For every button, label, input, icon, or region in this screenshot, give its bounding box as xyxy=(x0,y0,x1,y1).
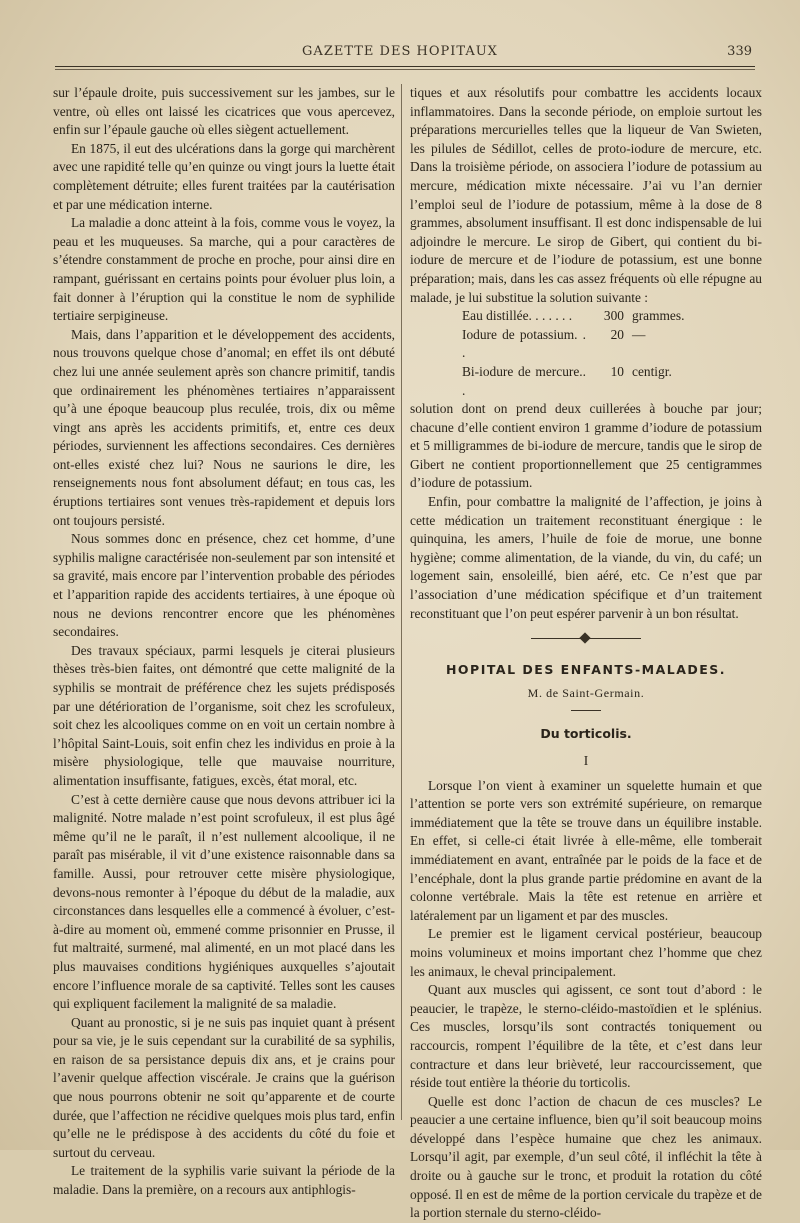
paragraph: Mais, dans l’apparition et le développement des accidents, nous trouvons quelque chose d’anomal; en effet ils ont débuté chez lui une année seulement après son chancre primitif, tandis que ordinairement les phénomènes tertiaires n’apparaissent qu’à une époque beaucoup plus reculée, trois, dix ou même vingt ans après les accidents primitifs, et, entre ces deux périodes, surviennent les affections secondaires. Ces dernières ont-elles existé chez lui? Nous ne saurions le dire, les renseignements nous font absolument défaut; en tous cas, les éruptions tertiaires sont venues très-rapidement et depuis lors ont toujours persisté. xyxy=(53,326,395,528)
ingredient-name: Iodure de potassium. . . xyxy=(462,326,586,361)
page-number: 339 xyxy=(727,44,752,59)
left-column xyxy=(53,84,395,1200)
paragraph: tiques et aux résolutifs pour combattre les accidents locaux inflammatoires. Dans la seconde période, on emploie surtout les préparations mercurielles telles que la liqueur de Van Swieten, les pilules de Sédillot, celles de proto-iodure de mercure, etc. Dans la troisième période, on associera l’iodure de potassium au mercure, médication mixte nécessaire. J’ai vu l’an dernier l’emploi seul de l’iodure de potassium, même à la dose de 8 grammes, absolument insuffisant. Il est donc indispensable de lui adjoindre le mercure. Le sirop de Gibert, qui contient du bi-iodure de mercure et de l’iodure de potassium, est une bonne préparation; mais, dans les cas assez fréquents où elle répugne au malade, je lui substitue la solution suivante : xyxy=(410,85,762,305)
paragraph: Nous sommes donc en présence, chez cet homme, d’une syphilis maligne caractérisée non-seulement par son intensité et sa gravité, mais encore par l’intervention probable des périodes et l’apparition rapide des accidents tertiaires, à une époque où nous ne devions rencontrer encore que les phénomènes secondaires. xyxy=(53,531,395,640)
ingredient-unit: grammes. xyxy=(632,308,685,324)
header-rule xyxy=(55,66,755,67)
formula-row xyxy=(462,307,712,326)
page-header xyxy=(40,44,760,64)
paragraph: Le premier est le ligament cervical postérieur, beaucoup moins volumineux et moins important chez l’homme que chez les animaux, le cheval principalement. xyxy=(410,926,762,979)
section-author: M. de Saint-Germain. xyxy=(527,685,645,700)
article-title: Du torticolis. xyxy=(540,726,632,742)
paragraph: En 1875, il eut des ulcérations dans la gorge qui marchèrent avec une rapidité telle qu’en quinze ou vingt jours la luette était complètement détruite; elles furent traitées par la cautérisation et par une médication interne. xyxy=(53,140,395,212)
paragraph: sur l’épaule droite, puis successivement sur les jambes, sur le ventre, où elles ont laissé les cicatrices que vous apercevez, enfin sur l’épaule gauche où elles siègent actuellement. xyxy=(53,85,395,138)
section-numeral: I xyxy=(583,753,589,768)
prescription-formula xyxy=(462,307,712,400)
paragraph: C’est à cette dernière cause que nous devons attribuer ici la malignité. Notre malade n’est point scrofuleux, il est plus âgé même qu’il ne le paraît, il n’est nullement alcoolique, il ne paraît pas misérable, il vit d’une existence raisonnable dans sa famille. Aussi, pour retrouver cette misère physiologique, devons-nous remonter à l’époque du début de la maladie, aux circonstances dans lesquelles elle a commencé à évoluer, c’est-à-dire au moment où, emmené comme prisonnier en Prusse, il fut maltraité, surmené, mal alimenté, en un mot placé dans les plus mauvaises conditions hygiéniques auxquelles s’ajoutait encore l’influence morale de sa captivité. Telles sont les causes qui expliquent facilement la malignité de sa maladie. xyxy=(53,791,395,1012)
ornamental-separator xyxy=(531,633,641,643)
paragraph: La maladie a donc atteint à la fois, comme vous le voyez, la peau et les muqueuses. Sa marche, qui a pour caractères de s’étendre constamment de proche en proche, pour ainsi dire en rampant, guérissant en certains points pour évoluer plus loin, a fait donner à l’éruption qui la constitue le nom de syphilide tertiaire serpigineuse. xyxy=(53,215,395,324)
paragraph: solution dont on prend deux cuillerées à bouche par jour; chacune d’elle contient environ 1 gramme d’iodure de potassium et 5 milligrammes de bi-iodure de mercure, tandis que le sirop de Gibert ne contient proportionnellement que 25 centigrammes d’iodure de potassium. xyxy=(410,401,762,491)
paragraph: Quant aux muscles qui agissent, ce sont tout d’abord : le peaucier, le trapèze, le sterno-cléido-mastoïdien et le splénius. Ces muscles, lorsqu’ils sont contractés toniquement ou raccourcis, rompent l’équilibre de la tête, et c’est dans leur contracture et dans leur brièveté, leur raccourcissement, que réside tout entière la théorie du torticolis. xyxy=(410,982,762,1091)
paragraph: Lorsque l’on vient à examiner un squelette humain et que l’attention se porte vers son extrémité supérieure, on remarque immédiatement que la tête se trouve dans un équilibre instable. En effet, si celle-ci était livrée à elle-même, elle tomberait immédiatement en avant, entraînée par le poids de la face et de l’encéphale, dont la plus grande partie prédomine en avant de la colonne vertébrale. Mais la tête est retenue en arrière et latéralement par un ligament et par des muscles. xyxy=(410,777,762,923)
paragraph: Quant au pronostic, si je ne suis pas inquiet quant à présent pour sa vie, je le suis cependant sur la curabilité de sa syphilis, en raison de sa persistance depuis dix ans, et je crains pour l’avenir quelque affection viscérale. Je crains que la guérison que nous pourrons obtenir ne soit qu’apparente et de courte durée, que l’affection ne récidive quelques mois plus tard, enfin qu’elle ne le prédispose à des accidents du côté du foie et surtout du cerveau. xyxy=(53,1014,395,1160)
journal-title: GAZETTE DES HOPITAUX xyxy=(302,44,498,59)
formula-row xyxy=(462,326,712,363)
paragraph: Des travaux spéciaux, parmi lesquels je citerai plusieurs thèses très-bien faites, ont démontré que cette malignité de la syphilis se montrait de préférence chez les sujets prédisposés par une détérioration de l’organisme, soit chez les scrofuleux, soit chez les alcooliques comme on en voit un certain nombre à l’hôpital Saint-Louis, soit enfin chez les individus en proie à la misère physiologique, telle que mauvaise nourriture, alimentation insuffisante, fatigues, excès, état moral, etc. xyxy=(53,642,395,788)
right-column xyxy=(410,84,762,1223)
ingredient-name: Eau distillée. . . . . . . xyxy=(462,308,573,324)
paragraph: Quelle est donc l’action de chacun de ces muscles? Le peaucier a une certaine influence, bien qu’il soit beaucoup moins développé dans l’espèce humaine que chez les animaux. Lorsqu’il agit, par exemple, d’un seul côté, il infléchit la tête à droite ou à gauche sur le tronc, et produit la rotation du côté opposé. Il en est de même de la portion cervicale du trapèze et de la portion sternale du sterno-cléido- xyxy=(410,1093,762,1221)
ingredient-name: Bi-iodure de mercure.. . xyxy=(462,363,586,398)
ingredient-unit: — xyxy=(632,326,646,342)
ingredient-quantity: 20 xyxy=(610,326,624,342)
short-rule xyxy=(571,710,601,711)
column-divider xyxy=(401,84,402,1120)
formula-row xyxy=(462,363,712,400)
paragraph: Enfin, pour combattre la malignité de l’affection, je joins à cette médication un traitement reconstituant énergique : le quinquina, les amers, l’huile de foie de morue, une bonne hygiène; comme alimentation, de la viande, du vin, du café; un logement sain, ensoleillé, bien aéré, etc. Ce n’est que par l’association d’une médication spécifique et d’un traitement reconstituant que l’on peut espérer parvenir à un bon résultat. xyxy=(410,494,762,621)
header-rule-secondary xyxy=(55,69,755,70)
ingredient-quantity: 300 xyxy=(603,308,624,324)
section-title: HOPITAL DES ENFANTS-MALADES. xyxy=(445,662,727,678)
ingredient-quantity: 10 xyxy=(610,363,624,379)
paragraph: Le traitement de la syphilis varie suivant la période de la maladie. Dans la première, on a recours aux antiphlogis- xyxy=(53,1163,395,1198)
ingredient-unit: centigr. xyxy=(632,363,672,379)
